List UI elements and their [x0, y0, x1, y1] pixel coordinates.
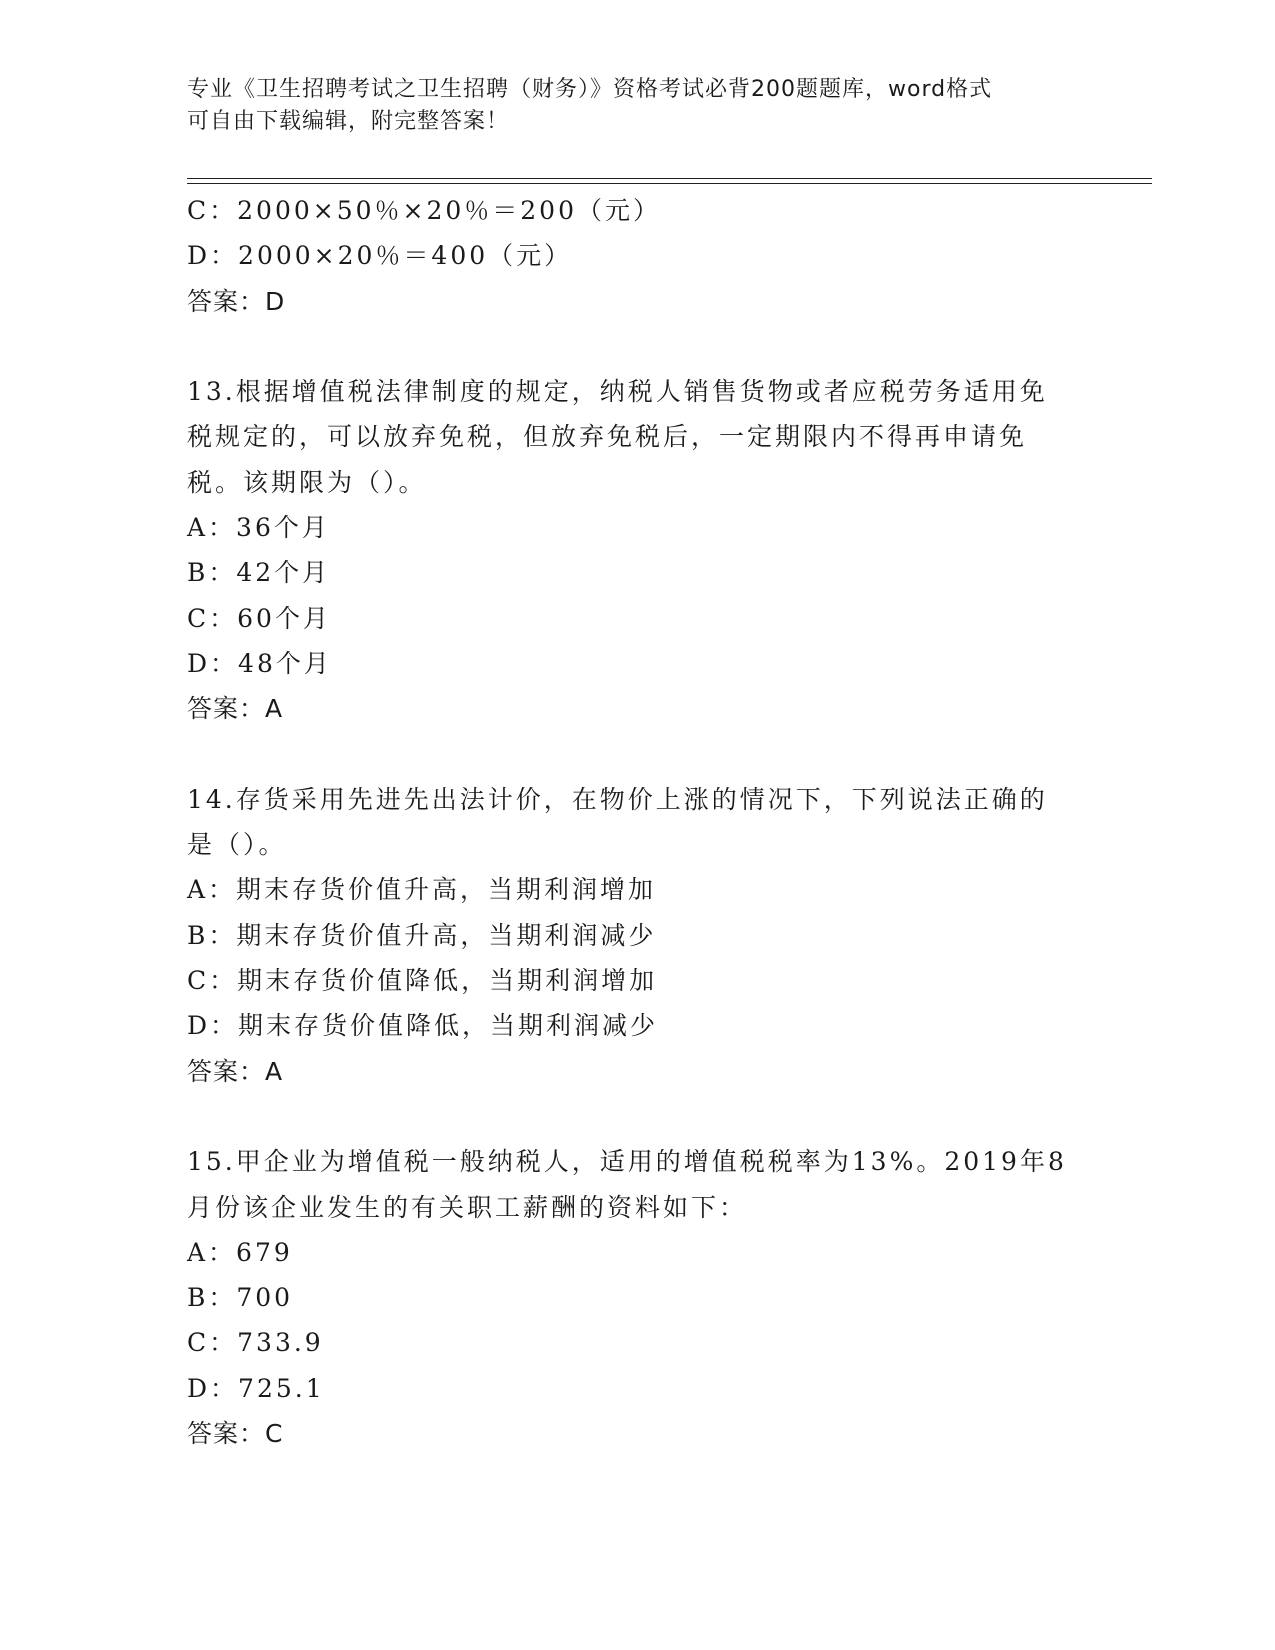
- option-b: B：期末存货价值升高，当期利润减少: [187, 920, 657, 950]
- answer: 答案：D: [187, 286, 286, 316]
- option-c: C：60个月: [187, 603, 331, 633]
- question-stem-line: 是（）。: [187, 830, 287, 860]
- option-c: C：期末存货价值降低，当期利润增加: [187, 966, 658, 996]
- question-stem-line: 14.存货采用先进先出法计价，在物价上涨的情况下，下列说法正确的: [187, 784, 1048, 814]
- header-divider-top: [187, 178, 1152, 179]
- question-stem-line: 税规定的，可以放弃免税，但放弃免税后，一定期限内不得再申请免: [187, 422, 1028, 452]
- option-c: C：733.9: [187, 1328, 324, 1358]
- option-d: D：48个月: [187, 648, 332, 678]
- previous-question-tail: [187, 188, 1077, 324]
- document-header: [187, 74, 1087, 138]
- option-b: B：700: [187, 1283, 294, 1313]
- header-line-1: 专业《卫生招聘考试之卫生招聘（财务）》资格考试必背200题题库，word格式: [187, 77, 993, 102]
- question-stem-line: 15.甲企业为增值税一般纳税人，适用的增值税税率为13%。2019年8: [187, 1147, 1067, 1177]
- option-a: A：36个月: [187, 513, 330, 543]
- question-stem-line: 月份该企业发生的有关职工薪酬的资料如下：: [187, 1192, 748, 1222]
- answer: 答案：A: [187, 1056, 284, 1086]
- option-a: A：期末存货价值升高，当期利润增加: [187, 875, 657, 905]
- answer: 答案：C: [187, 1419, 284, 1449]
- option-d: D：期末存货价值降低，当期利润减少: [187, 1011, 659, 1041]
- option-d: D：2000×20％＝400（元）: [187, 241, 573, 271]
- option-d: D：725.1: [187, 1373, 325, 1403]
- question-14: [187, 777, 1077, 1094]
- option-b: B：42个月: [187, 558, 331, 588]
- header-divider-bottom: [187, 183, 1152, 184]
- document-body: [187, 188, 1077, 1456]
- question-15: [187, 1139, 1077, 1456]
- question-stem-line: 13.根据增值税法律制度的规定，纳税人销售货物或者应税劳务适用免: [187, 377, 1048, 407]
- option-c: C：2000×50％×20％＝200（元）: [187, 196, 661, 225]
- question-stem-line: 税。该期限为（）。: [187, 467, 427, 497]
- header-line-2: 可自由下载编辑，附完整答案！: [187, 109, 510, 134]
- question-13: [187, 369, 1077, 731]
- answer: 答案：A: [187, 694, 284, 724]
- option-a: A：679: [187, 1237, 293, 1267]
